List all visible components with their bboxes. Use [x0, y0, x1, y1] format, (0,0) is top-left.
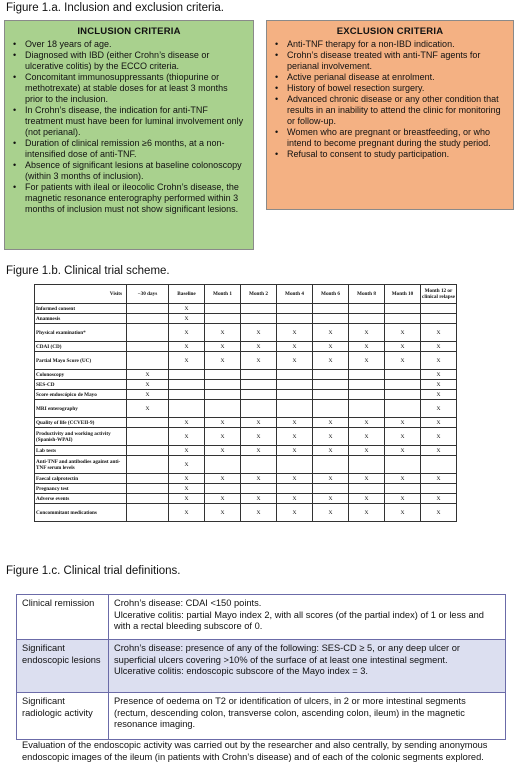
- scheme-empty-cell: [277, 484, 313, 494]
- exclusion-item: • Crohn’s disease treated with anti-TNF agents for perianal involvement.: [273, 50, 507, 72]
- scheme-mark-cell: X: [349, 474, 385, 484]
- scheme-empty-cell: [385, 314, 421, 324]
- scheme-empty-cell: [127, 304, 169, 314]
- scheme-column-header: Month 4: [277, 285, 313, 304]
- scheme-mark-cell: X: [313, 428, 349, 446]
- scheme-mark-cell: X: [169, 428, 205, 446]
- scheme-empty-cell: [127, 446, 169, 456]
- scheme-mark-cell: X: [385, 428, 421, 446]
- scheme-row-label: Concommitant medications: [35, 504, 127, 522]
- scheme-column-header: −30 days: [127, 285, 169, 304]
- scheme-empty-cell: [349, 314, 385, 324]
- scheme-mark-cell: X: [169, 446, 205, 456]
- scheme-body: [35, 304, 457, 522]
- scheme-row-label: Pregnancy test: [35, 484, 127, 494]
- scheme-mark-cell: X: [421, 352, 457, 370]
- scheme-mark-cell: X: [205, 428, 241, 446]
- scheme-mark-cell: X: [277, 342, 313, 352]
- scheme-mark-cell: X: [169, 418, 205, 428]
- exclusion-item: • Advanced chronic disease or any other condition that results in an inability to attend the clinic for monitoring or follow-up.: [273, 94, 507, 127]
- exclusion-item: • Active perianal disease at enrolment.: [273, 72, 507, 83]
- scheme-row-label: Physical examination*: [35, 324, 127, 342]
- scheme-empty-cell: [169, 370, 205, 380]
- scheme-mark-cell: X: [169, 474, 205, 484]
- scheme-mark-cell: X: [205, 474, 241, 484]
- definition-line: Crohn’s disease: CDAI <150 points.: [114, 598, 262, 608]
- scheme-mark-cell: X: [277, 352, 313, 370]
- scheme-mark-cell: X: [349, 352, 385, 370]
- scheme-empty-cell: [241, 380, 277, 390]
- trial-scheme-table: [34, 284, 457, 522]
- evaluation-footnote: Evaluation of the endoscopic activity was carried out by the researcher and also centrally, by sending anonymous endoscopic images of the ileum (in patients with Crohn’s disease) and of each of the colonic segments explored.: [22, 740, 488, 762]
- scheme-empty-cell: [313, 400, 349, 418]
- inclusion-list: [5, 39, 253, 215]
- scheme-row: [35, 390, 457, 400]
- scheme-mark-cell: X: [385, 446, 421, 456]
- scheme-mark-cell: X: [421, 380, 457, 390]
- scheme-mark-cell: X: [421, 370, 457, 380]
- scheme-empty-cell: [385, 400, 421, 418]
- scheme-mark-cell: X: [385, 504, 421, 522]
- scheme-mark-cell: X: [385, 494, 421, 504]
- scheme-mark-cell: X: [277, 504, 313, 522]
- scheme-mark-cell: X: [241, 474, 277, 484]
- scheme-empty-cell: [277, 456, 313, 474]
- scheme-mark-cell: X: [205, 352, 241, 370]
- scheme-empty-cell: [277, 314, 313, 324]
- scheme-mark-cell: X: [277, 324, 313, 342]
- scheme-mark-cell: X: [277, 418, 313, 428]
- scheme-empty-cell: [241, 370, 277, 380]
- scheme-empty-cell: [169, 390, 205, 400]
- scheme-mark-cell: X: [169, 352, 205, 370]
- scheme-empty-cell: [127, 484, 169, 494]
- scheme-empty-cell: [313, 314, 349, 324]
- scheme-empty-cell: [313, 370, 349, 380]
- scheme-column-header: Month 8: [349, 285, 385, 304]
- scheme-empty-cell: [313, 484, 349, 494]
- scheme-row: [35, 380, 457, 390]
- scheme-mark-cell: X: [313, 342, 349, 352]
- scheme-mark-cell: X: [127, 400, 169, 418]
- scheme-row-label: Productivity and working activity (Spanish-WPAI): [35, 428, 127, 446]
- scheme-mark-cell: X: [169, 504, 205, 522]
- scheme-mark-cell: X: [169, 494, 205, 504]
- scheme-mark-cell: X: [205, 494, 241, 504]
- scheme-empty-cell: [385, 304, 421, 314]
- scheme-header-row: [35, 285, 457, 304]
- scheme-row: [35, 342, 457, 352]
- scheme-row: [35, 324, 457, 342]
- scheme-row: [35, 304, 457, 314]
- scheme-empty-cell: [241, 400, 277, 418]
- scheme-empty-cell: [349, 400, 385, 418]
- scheme-empty-cell: [127, 352, 169, 370]
- scheme-mark-cell: X: [169, 456, 205, 474]
- scheme-column-header: Month 1: [205, 285, 241, 304]
- scheme-empty-cell: [313, 304, 349, 314]
- scheme-empty-cell: [349, 456, 385, 474]
- scheme-mark-cell: X: [421, 474, 457, 484]
- figure-1a-title: Figure 1.a. Inclusion and exclusion criteria.: [6, 2, 224, 14]
- scheme-row-label: Quality of life (CCVEII-9): [35, 418, 127, 428]
- scheme-mark-cell: X: [169, 324, 205, 342]
- scheme-mark-cell: X: [169, 314, 205, 324]
- scheme-empty-cell: [127, 324, 169, 342]
- scheme-empty-cell: [127, 418, 169, 428]
- scheme-mark-cell: X: [313, 418, 349, 428]
- inclusion-criteria-box: [4, 20, 254, 250]
- scheme-empty-cell: [205, 380, 241, 390]
- scheme-row: [35, 474, 457, 484]
- exclusion-list: [267, 39, 513, 160]
- scheme-mark-cell: X: [127, 390, 169, 400]
- scheme-row: [35, 504, 457, 522]
- scheme-mark-cell: X: [421, 342, 457, 352]
- scheme-row: [35, 456, 457, 474]
- scheme-empty-cell: [421, 304, 457, 314]
- scheme-empty-cell: [421, 314, 457, 324]
- scheme-empty-cell: [349, 370, 385, 380]
- scheme-empty-cell: [385, 456, 421, 474]
- scheme-mark-cell: X: [313, 504, 349, 522]
- scheme-empty-cell: [205, 484, 241, 494]
- scheme-empty-cell: [205, 400, 241, 418]
- scheme-row-label: Informed consent: [35, 304, 127, 314]
- definition-row: [17, 640, 506, 693]
- scheme-row-label: SES-CD: [35, 380, 127, 390]
- scheme-empty-cell: [241, 484, 277, 494]
- scheme-mark-cell: X: [241, 342, 277, 352]
- definitions-table-wrap: [16, 594, 506, 740]
- scheme-row: [35, 400, 457, 418]
- scheme-mark-cell: X: [277, 446, 313, 456]
- scheme-mark-cell: X: [313, 494, 349, 504]
- scheme-mark-cell: X: [421, 494, 457, 504]
- inclusion-item: • Concomitant immunosuppressants (thiopurine or methotrexate) at stable doses for at least 3 months prior to the inclusion.: [11, 72, 247, 105]
- scheme-mark-cell: X: [277, 474, 313, 484]
- scheme-mark-cell: X: [205, 324, 241, 342]
- figure-1c-title: Figure 1.c. Clinical trial definitions.: [6, 565, 181, 577]
- scheme-row: [35, 446, 457, 456]
- scheme-visits-header: Visits: [35, 285, 127, 304]
- scheme-empty-cell: [313, 456, 349, 474]
- scheme-mark-cell: X: [385, 418, 421, 428]
- scheme-mark-cell: X: [277, 494, 313, 504]
- inclusion-item: • Duration of clinical remission ≥6 months, at a non-intensified dose of anti-TNF.: [11, 138, 247, 160]
- definition-text: [109, 640, 506, 693]
- scheme-empty-cell: [241, 304, 277, 314]
- scheme-empty-cell: [277, 370, 313, 380]
- scheme-empty-cell: [421, 484, 457, 494]
- scheme-empty-cell: [127, 456, 169, 474]
- definition-text: [109, 693, 506, 740]
- figure-1b-title: Figure 1.b. Clinical trial scheme.: [6, 265, 170, 277]
- scheme-mark-cell: X: [421, 504, 457, 522]
- scheme-mark-cell: X: [385, 474, 421, 484]
- scheme-mark-cell: X: [127, 370, 169, 380]
- scheme-empty-cell: [127, 494, 169, 504]
- scheme-row: [35, 428, 457, 446]
- scheme-mark-cell: X: [313, 352, 349, 370]
- scheme-empty-cell: [205, 456, 241, 474]
- scheme-mark-cell: X: [205, 418, 241, 428]
- scheme-empty-cell: [169, 400, 205, 418]
- scheme-empty-cell: [241, 456, 277, 474]
- scheme-empty-cell: [277, 380, 313, 390]
- scheme-empty-cell: [277, 390, 313, 400]
- scheme-empty-cell: [349, 390, 385, 400]
- scheme-empty-cell: [205, 314, 241, 324]
- definition-row: [17, 595, 506, 640]
- scheme-mark-cell: X: [313, 446, 349, 456]
- exclusion-item: • Anti-TNF therapy for a non-IBD indication.: [273, 39, 507, 50]
- scheme-row: [35, 484, 457, 494]
- scheme-empty-cell: [313, 380, 349, 390]
- scheme-row: [35, 314, 457, 324]
- scheme-mark-cell: X: [241, 504, 277, 522]
- scheme-row-label: Faecal calprotectin: [35, 474, 127, 484]
- definition-line: Ulcerative colitis: endoscopic subscore of the Mayo index = 3.: [114, 666, 368, 676]
- scheme-empty-cell: [127, 474, 169, 484]
- scheme-mark-cell: X: [241, 324, 277, 342]
- scheme-mark-cell: X: [385, 324, 421, 342]
- scheme-mark-cell: X: [241, 446, 277, 456]
- scheme-mark-cell: X: [169, 342, 205, 352]
- scheme-mark-cell: X: [241, 494, 277, 504]
- scheme-empty-cell: [169, 380, 205, 390]
- scheme-empty-cell: [277, 400, 313, 418]
- exclusion-item: • Refusal to consent to study participation.: [273, 149, 507, 160]
- scheme-column-header: Month 2: [241, 285, 277, 304]
- scheme-empty-cell: [313, 390, 349, 400]
- scheme-empty-cell: [205, 304, 241, 314]
- scheme-mark-cell: X: [421, 324, 457, 342]
- scheme-mark-cell: X: [421, 400, 457, 418]
- scheme-empty-cell: [385, 370, 421, 380]
- scheme-row-label: MRI enterography: [35, 400, 127, 418]
- inclusion-item: • For patients with ileal or ileocolic Crohn’s disease, the magnetic resonance enterography performed within 3 months of inclusion must not show significant lesions.: [11, 182, 247, 215]
- scheme-empty-cell: [127, 504, 169, 522]
- definition-row: [17, 693, 506, 740]
- scheme-row-label: Anti-TNF and antibodies against anti-TNF serum levels: [35, 456, 127, 474]
- definition-line: Crohn’s disease: presence of any of the following: SES-CD ≥ 5, or any deep ulcer or superficial ulcers covering >10% of the surface of at least one intestinal segment.: [114, 643, 461, 665]
- scheme-column-header: Month 10: [385, 285, 421, 304]
- scheme-empty-cell: [421, 456, 457, 474]
- definition-text: [109, 595, 506, 640]
- scheme-mark-cell: X: [349, 494, 385, 504]
- definition-term: Clinical remission: [17, 595, 109, 640]
- scheme-mark-cell: X: [169, 304, 205, 314]
- scheme-empty-cell: [127, 428, 169, 446]
- scheme-empty-cell: [385, 390, 421, 400]
- scheme-mark-cell: X: [421, 428, 457, 446]
- exclusion-item: • Women who are pregnant or breastfeeding, or who intend to become pregnant during the study period.: [273, 127, 507, 149]
- scheme-empty-cell: [349, 484, 385, 494]
- scheme-empty-cell: [241, 314, 277, 324]
- definition-line: Presence of oedema on T2 or identification of ulcers, in 2 or more intestinal segments (rectum, descending colon, transverse colon, ascending colon, ileum) in the magnetic resonance imaging.: [114, 696, 466, 729]
- scheme-mark-cell: X: [241, 418, 277, 428]
- definition-line: Ulcerative colitis: partial Mayo index 2, with all scores (of the partial index) of 1 or less and with a rectal bleeding subscore of 0.: [114, 609, 484, 631]
- scheme-mark-cell: X: [205, 342, 241, 352]
- scheme-mark-cell: X: [241, 428, 277, 446]
- scheme-mark-cell: X: [277, 428, 313, 446]
- scheme-mark-cell: X: [349, 428, 385, 446]
- scheme-row-label: Adverse events: [35, 494, 127, 504]
- scheme-empty-cell: [349, 304, 385, 314]
- exclusion-heading: EXCLUSION CRITERIA: [336, 26, 444, 37]
- scheme-column-header: Month 12 or clinical relapse: [421, 285, 457, 304]
- exclusion-criteria-box: [266, 20, 514, 210]
- scheme-empty-cell: [277, 304, 313, 314]
- scheme-empty-cell: [385, 380, 421, 390]
- scheme-row: [35, 352, 457, 370]
- scheme-row-label: Score endoscópico de Mayo: [35, 390, 127, 400]
- scheme-empty-cell: [205, 390, 241, 400]
- scheme-empty-cell: [127, 314, 169, 324]
- scheme-empty-cell: [385, 484, 421, 494]
- exclusion-item: • History of bowel resection surgery.: [273, 83, 507, 94]
- definition-term: Significant radiologic activity: [17, 693, 109, 740]
- scheme-mark-cell: X: [127, 380, 169, 390]
- scheme-mark-cell: X: [385, 352, 421, 370]
- inclusion-item: • In Crohn’s disease, the indication for anti-TNF treatment must have been for luminal involvement only (not perianal).: [11, 105, 247, 138]
- scheme-row: [35, 494, 457, 504]
- inclusion-item: • Absence of significant lesions at baseline colonoscopy (within 3 months of inclusion).: [11, 160, 247, 182]
- scheme-column-header: Month 6: [313, 285, 349, 304]
- inclusion-heading: INCLUSION CRITERIA: [77, 26, 181, 37]
- scheme-mark-cell: X: [205, 446, 241, 456]
- trial-scheme-table-wrap: [34, 284, 456, 552]
- scheme-row-label: Anamnesis: [35, 314, 127, 324]
- scheme-row-label: Colonoscopy: [35, 370, 127, 380]
- scheme-row-label: Partial Mayo Score (UC): [35, 352, 127, 370]
- scheme-mark-cell: X: [349, 342, 385, 352]
- scheme-mark-cell: X: [349, 324, 385, 342]
- definitions-table: [16, 594, 506, 740]
- scheme-mark-cell: X: [421, 390, 457, 400]
- scheme-mark-cell: X: [421, 446, 457, 456]
- scheme-row-label: Lab tests: [35, 446, 127, 456]
- scheme-mark-cell: X: [313, 324, 349, 342]
- scheme-mark-cell: X: [169, 484, 205, 494]
- scheme-mark-cell: X: [349, 446, 385, 456]
- scheme-mark-cell: X: [349, 504, 385, 522]
- scheme-row: [35, 418, 457, 428]
- scheme-row-label: CDAI (CD): [35, 342, 127, 352]
- scheme-mark-cell: X: [241, 352, 277, 370]
- scheme-empty-cell: [205, 370, 241, 380]
- scheme-mark-cell: X: [205, 504, 241, 522]
- scheme-mark-cell: X: [421, 418, 457, 428]
- inclusion-item: • Over 18 years of age.: [11, 39, 247, 50]
- scheme-column-header: Baseline: [169, 285, 205, 304]
- scheme-mark-cell: X: [313, 474, 349, 484]
- scheme-mark-cell: X: [385, 342, 421, 352]
- scheme-mark-cell: X: [349, 418, 385, 428]
- inclusion-item: • Diagnosed with IBD (either Crohn’s disease or ulcerative colitis) by the ECCO criteria.: [11, 50, 247, 72]
- definition-term: Significant endoscopic lesions: [17, 640, 109, 693]
- scheme-empty-cell: [127, 342, 169, 352]
- scheme-empty-cell: [241, 390, 277, 400]
- scheme-row: [35, 370, 457, 380]
- scheme-empty-cell: [349, 380, 385, 390]
